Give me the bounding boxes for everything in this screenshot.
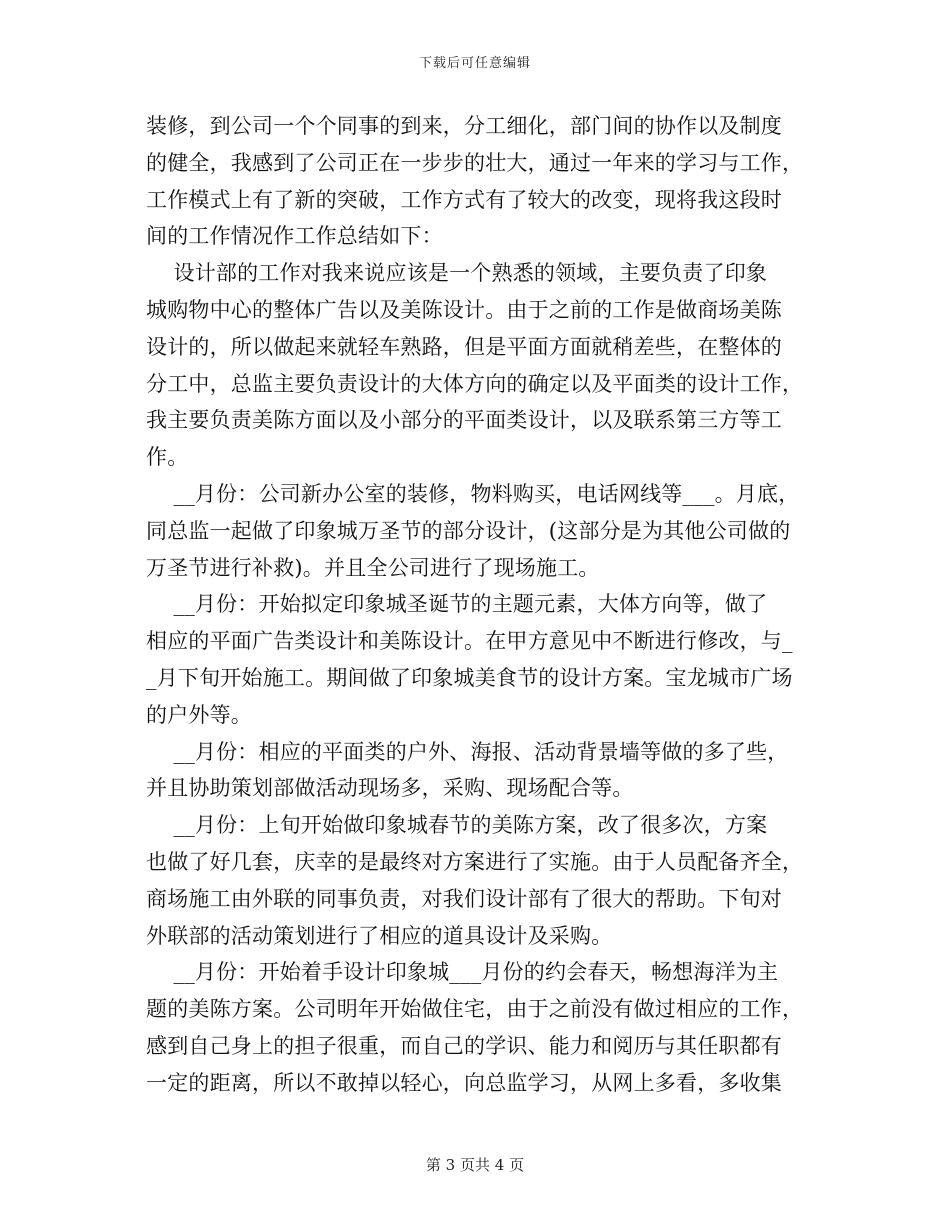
text-line: __月份：开始拟定印象城圣诞节的主题元素，大体方向等，做了 [146, 592, 768, 617]
text-line: __月份：上旬开始做印象城春节的美陈方案，改了很多次，方案 [146, 813, 768, 838]
page-header: 下载后可任意编辑 [418, 56, 531, 71]
text-line: 一定的距离，所以不敢掉以轻心，向总监学习，从网上多看，多收集 [146, 1070, 782, 1095]
text-line: 的健全，我感到了公司正在一步步的壮大，通过一年来的学习与工作， [146, 150, 804, 175]
text-line: 万圣节进行补救)。并且全公司进行了现场施工。 [146, 555, 600, 580]
text-line: 商场施工由外联的同事负责，对我们设计部有了很大的帮助。下旬对 [146, 886, 782, 911]
text-line: 装修，到公司一个个同事的到来，分工细化，部门间的协作以及制度 [146, 114, 782, 138]
text-line: 题的美陈方案。公司明年开始做住宅，由于之前没有做过相应的工作， [146, 997, 804, 1022]
text-line: 也做了好几套，庆幸的是最终对方案进行了实施。由于人员配备齐全， [146, 849, 804, 874]
text-line: 并且协助策划部做活动现场多，采购、现场配合等。 [146, 776, 634, 801]
text-line: 作。 [146, 445, 189, 470]
text-line: _月下旬开始施工。期间做了印象城美食节的设计方案。宝龙城市广场 [146, 665, 793, 690]
text-line: 城购物中心的整体广告以及美陈设计。由于之前的工作是做商场美陈 [146, 297, 782, 322]
text-line: __月份：相应的平面类的户外、海报、活动背景墙等做的多了些， [146, 739, 789, 764]
text-line: 间的工作情况作工作总结如下： [146, 224, 443, 249]
text-line: 相应的平面广告类设计和美陈设计。在甲方意见中不断进行修改，与_ [146, 629, 793, 654]
text-line: __月份：开始着手设计印象城___月份的约会春天，畅想海洋为主 [146, 960, 779, 985]
text-line: 分工中，总监主要负责设计的大体方向的确定以及平面类的设计工作， [146, 371, 804, 396]
text-line: 设计部的工作对我来说应该是一个熟悉的领域，主要负责了印象 [146, 261, 768, 286]
text-line: 的户外等。 [146, 702, 252, 727]
text-line: 同总监一起做了印象城万圣节的部分设计，(这部分是为其他公司做的 [146, 518, 791, 543]
text-line: 感到自己身上的担子很重，而自己的学识、能力和阅历与其任职都有 [146, 1033, 782, 1058]
text-line: 外联部的活动策划进行了相应的道具设计及采购。 [146, 923, 613, 948]
text-line: 我主要负责美陈方面以及小部分的平面类设计，以及联系第三方等工 [146, 408, 782, 433]
text-line: __月份：公司新办公室的装修，物料购买，电话网线等___。月底， [146, 481, 800, 506]
text-line: 工作模式上有了新的突破，工作方式有了较大的改变，现将我这段时 [146, 187, 782, 212]
text-line: 设计的，所以做起来就轻车熟路，但是平面方面就稍差些，在整体的 [146, 334, 782, 359]
page-number-footer: 第 3 页共 4 页 [425, 1156, 525, 1174]
document-body [146, 108, 806, 1102]
